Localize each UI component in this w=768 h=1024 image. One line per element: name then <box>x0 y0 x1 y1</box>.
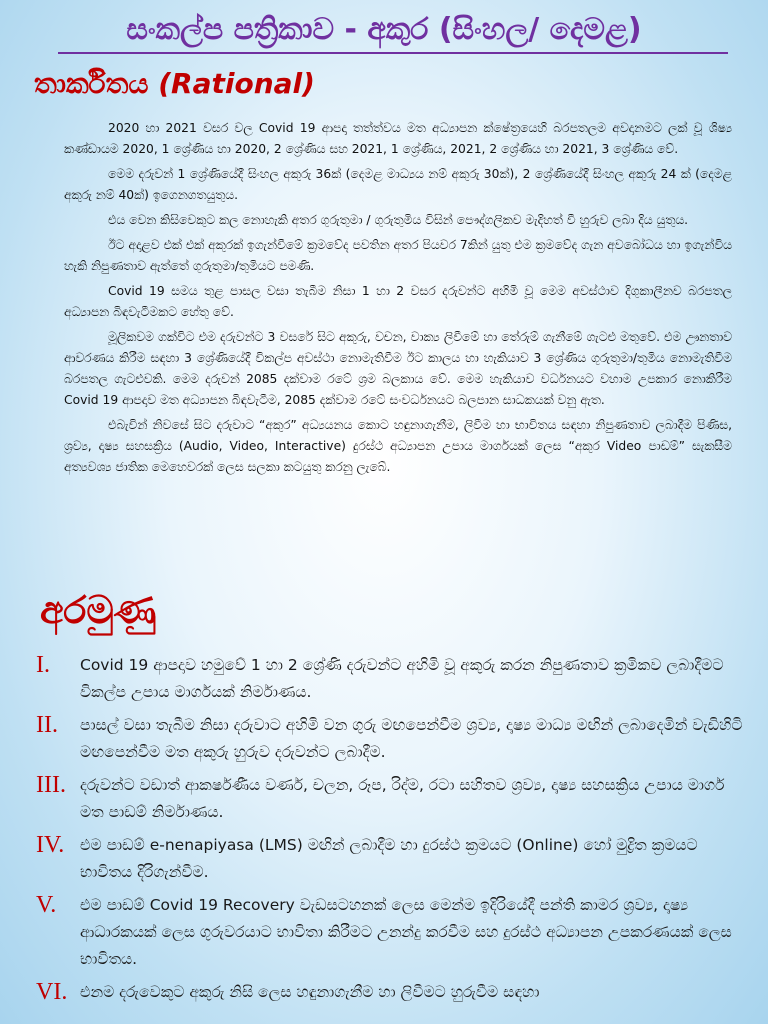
rational-heading-english: (Rational) <box>158 67 315 100</box>
objective-item <box>36 979 748 1006</box>
objective-text: එම පාඩම් e-nenapiyasa (LMS) මඟින් ලබාදීම හා දුරස්ථ ක්‍රමයට (Online) හෝ මුද්‍රිත ක්‍රමයට භාවිතය දිරිගැන්වීම. <box>80 836 698 881</box>
rational-paragraph: ඊට අදාළව එක් එක් අකුරක් ඉගැන්වීමේ ක්‍රමවේද පවතින අතර පියවර 7කින් යුතු එම ක්‍රමවේද ගැන අවබෝධය හා ඉගැන්විය හැකි නිපුණතාව ඇත්තේ ගුරුතුමා/තුමියට පමණි. <box>64 238 732 273</box>
objective-item <box>36 832 748 886</box>
rational-body <box>64 118 732 482</box>
objective-text: එම පාඩම් Covid 19 Recovery වැඩසටහනක් ලෙස මෙන්ම ඉදිරියේදී පන්ති කාමර ශ්‍රව්‍ය, දෘෂ්‍ය ආධාරකයක් ලෙස ගුරුවරයාට භාවිතා කිරීමට උනන්දු කරවීම සහ දුරස්ථ අධ්‍යාපන උපකරණයක් ලෙස භාවිතය. <box>80 896 732 968</box>
objective-number: V. <box>36 892 57 918</box>
rational-heading <box>34 64 315 104</box>
title-underline <box>58 52 728 54</box>
objective-number: III. <box>36 772 66 798</box>
objective-item <box>36 652 748 706</box>
rational-paragraph: මෙම දරුවන් 1 ශ්‍රේණියේදී සිංහල අකුරු 36ක් (දෙමළ මාධ්‍යය නම් අකුරු 30ක්), 2 ශ්‍රේණියේදී සිංහල අකුරු 24 ක් (දෙමළ අකුරු නම් 40ක්) ඉගෙනගතයුතුය. <box>64 167 732 202</box>
objectives-list <box>36 652 748 1012</box>
rational-paragraph: 2020 හා 2021 වසර වල Covid 19 ආපදා තත්ත්වය මත අධ්‍යාපන ක්ෂේත්‍රයෙහි බරපතලම අවදානමට ලක් වූ ශිෂ්‍ය කණ්ඩායම 2020, 1 ශ්‍රේණිය හා 2020, 2 ශ්‍රේණිය සහ 2021, 1 ශ්‍රේණිය, 2021, 2 ශ්‍රේණිය හා 2021, 3 ශ්‍රේණිය වේ. <box>64 121 732 156</box>
rational-paragraph: Covid 19 සමය තුළ පාසල වසා තැබීම නිසා 1 හා 2 වසර දරුවන්ට අහිමි වූ මෙම අවස්ථාව දිගුකාලීනව බරපතල අධ්‍යාපන බිඳවැටීමකට හේතු වේ. <box>64 284 732 319</box>
objective-text: එනම දරුවෙකුට අකුරු නිසි ලෙස හඳුනාගැනීම හා ලිවීමට හුරුවීම සඳහා <box>80 983 540 1001</box>
rational-heading-sinhala: තාර්කිතය <box>34 67 159 100</box>
page-title: සංකල්ප පත්‍රිකාව - අකුර (සිංහල/ දෙමළ) <box>126 12 642 47</box>
rational-paragraph: එබැවින් නිවසේ සිට දරුවාට “අකුර” අධ්‍යයනය කොට හඳුනාගැනීම, ලිවීම හා භාවිතය සඳහා නිපුණතාව ලබාදීම පිණිස, ශ්‍රව්‍ය, දෘෂ්‍ය සහසක්‍රිය (Audio, Video, Interactive) දුරස්ථ අධ්‍යාපන උපාය මාර්ගයක් ලෙස “අකුර Video පාඩම්” සැකසීම අත්‍යවශ්‍ය ජාතික මෙහෙවරක් ලෙස සලකා කටයුතු කරනු ලැබේ. <box>64 418 732 474</box>
objective-text: Covid 19 ආපදාව හමුවේ 1 හා 2 ශ්‍රේණි දරුවන්ට අහිමි වූ අකුරු කරන නිපුණතාව ක්‍රමිකව ලබාදීමට විකල්ප උපාය මාර්ගයක් නිර්මාණය. <box>80 656 724 701</box>
objective-item <box>36 892 748 973</box>
objective-number: IV. <box>36 832 65 858</box>
objective-item <box>36 772 748 826</box>
objective-text: පාසල් වසා තැබීම නිසා දරුවාට අහිමි වන ගුරු මඟපෙන්වීම ශ්‍රව්‍ය, දෘෂ්‍ය මාධ්‍ය මඟින් ලබාදෙමින් වැඩිහිටි මඟපෙන්වීම මත අකුරු හුරුව දරුවන්ට ලබාදීම. <box>80 716 743 761</box>
objective-item <box>36 712 748 766</box>
objective-number: II. <box>36 712 58 738</box>
objectives-heading: අරමුණු <box>40 588 157 632</box>
objective-text: දරුවන්ට වඩාත් ආකර්ෂණීය වර්ණ, චලන, රූප, රිද්ම, රටා සහිතව ශ්‍රව්‍ය, දෘෂ්‍ය සහසක්‍රිය උපාය මාර්ග මත පාඩම් නිර්මාණය. <box>80 776 725 821</box>
rational-paragraph: එය වෙන කිසිවෙකුට කල නොහැකි අතර ගුරුතුමා / ගුරුතුමිය විසින් පෞද්ගලිකව මැදිහත් වී හුරුව ලබා දිය යුතුය. <box>108 213 689 227</box>
objective-number: I. <box>36 652 50 678</box>
objective-number: VI. <box>36 979 68 1005</box>
rational-paragraph: මූලිකවම ගක්විට එම දරුවන්ට 3 වසරේ සිට අකුරු, වචන, වාක්‍ය ලිවීමේ හා තේරුම් ගැනීමේ ගැටළු මතුවේ. එම ඌනතාව ආවරණය කිරීම සඳහා 3 ශ්‍රේණියේදී විකල්ප අවස්ථා නොමැතිවීම ඊට කාලය හා හැකියාව 3 ශ්‍රේණිය ගුරුතුමා/තුමිය නොමැතිවීම බරපතල ගැටළුවකි. මෙම දරුවන් 2085 දක්වාම රටේ ශ්‍රම බලකාය වේ. මෙම හැකියාව වර්ධනයට වහාම උපකාර නොකිරීම Covid 19 ආපදාව මත අධ්‍යාපන බිඳවැටීම, 2085 දක්වාම රටේ සංවර්ධනයට බලපාන සාධකයක් වනු ඇත. <box>64 330 732 407</box>
